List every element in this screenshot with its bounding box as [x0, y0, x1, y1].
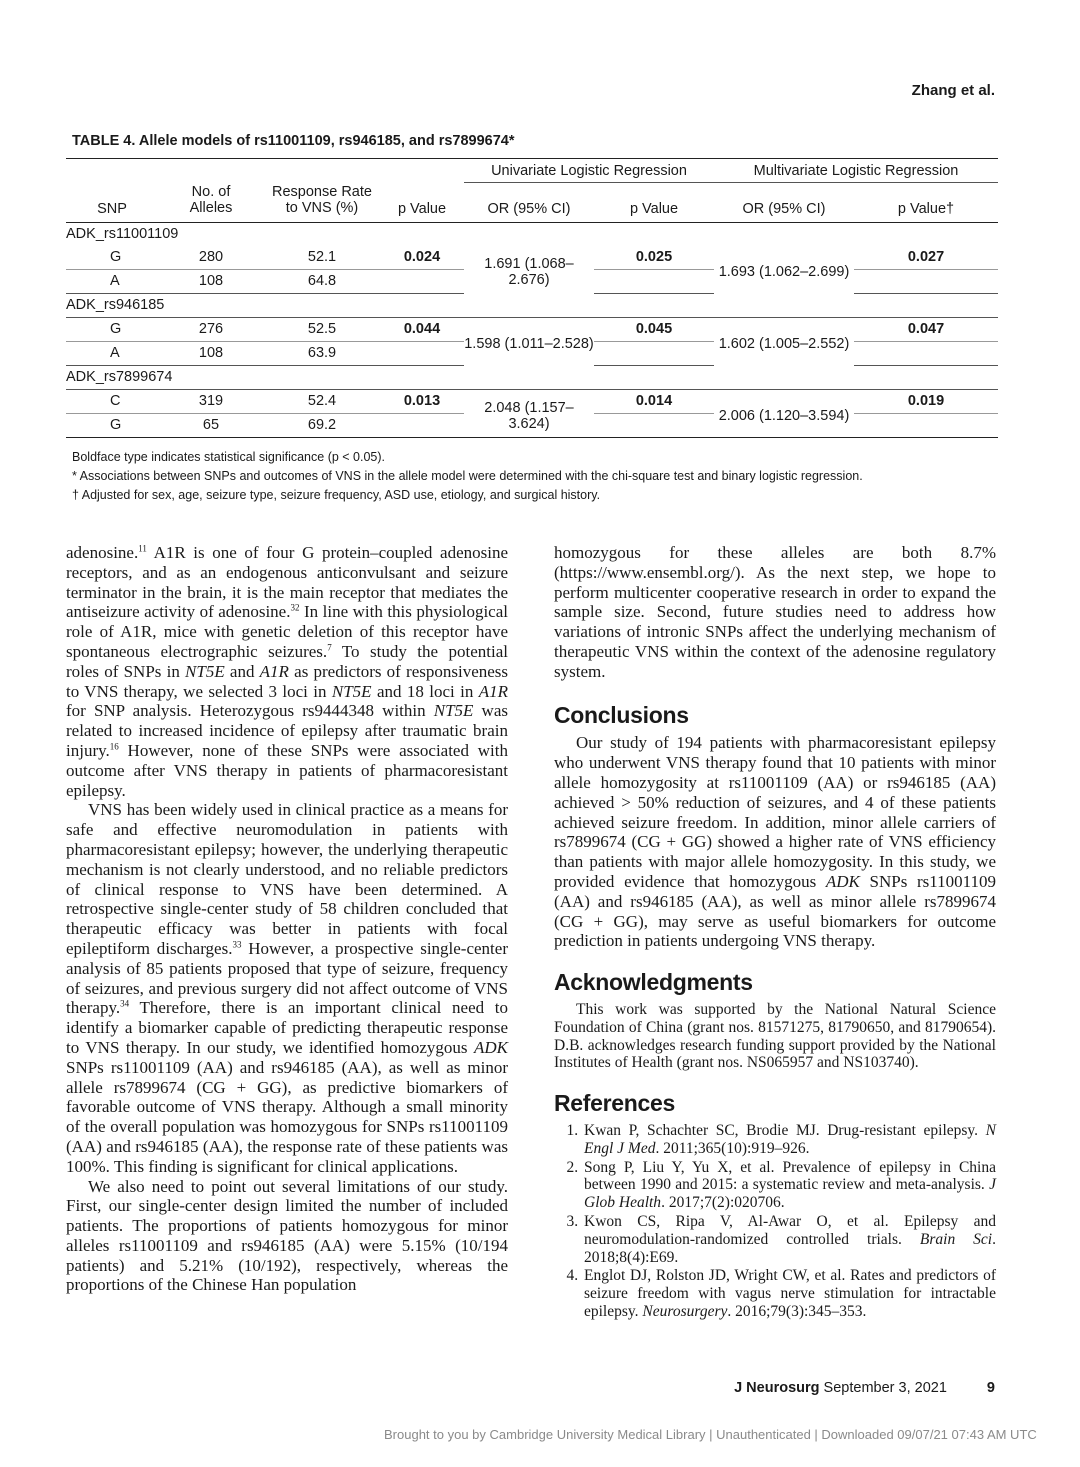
uni-p-header: p Value — [629, 200, 679, 217]
gene-label: ADK_rs11001109 — [66, 226, 179, 242]
no-alleles-header: No. of Alleles — [189, 183, 233, 216]
conclusions-heading: Conclusions — [554, 701, 689, 728]
response-rate-cell: 63.9 — [264, 341, 380, 365]
uni-or-cell: 1.598 (1.011–2.528) — [464, 336, 594, 353]
acknowledgments-heading: Acknowledgments — [554, 969, 753, 996]
alleles-count-cell: 276 — [158, 317, 264, 341]
body-paragraph: We also need to point out several limitations of our study. First, our single-center design limited the number of included patients. The proportions of patients homozygous for minor alleles rs11001109 and rs946185 (AA) were 5.15% (10/194 patients) and 5.21% (10/192), respectively, whereas the proportions of the Chinese Han population — [66, 1176, 508, 1295]
reference-item: 1. Kwan P, Schachter SC, Brodie MJ. Drug-resistant epilepsy. N Engl J Med. 2011;365(10):919–926. — [582, 1122, 996, 1158]
uni-p-cell: 0.025 — [594, 246, 714, 270]
gene-label: ADK_rs7899674 — [66, 365, 998, 389]
table-row — [66, 246, 998, 270]
uni-or-header: OR (95% CI) — [487, 200, 571, 217]
acknowledgments-paragraph: This work was supported by the National Natural Science Foundation of China (grant nos. 81571275, 81790650, and 81790654). D.B. acknowledges research funding support provided by the National Institutes of Health (grant nos. NS065957 and NS103740). — [554, 1000, 996, 1072]
reference-item: 2. Song P, Liu Y, Yu X, et al. Prevalence of epilepsy in China between 1990 and 2015: a systematic review and meta-analysis. J Glob Health. 2017;7(2):020706. — [582, 1159, 996, 1212]
page-number: 9 — [986, 1380, 995, 1396]
running-head: Zhang et al. — [911, 82, 995, 99]
univariate-header: Univariate Logistic Regression — [464, 159, 714, 183]
alleles-count-cell: 65 — [202, 417, 220, 433]
table-title: TABLE 4. Allele models of rs11001109, rs946185, and rs7899674* — [72, 133, 515, 149]
allele-models-table — [66, 158, 998, 438]
p-value-header: p Value — [397, 200, 447, 217]
allele-cell: A — [66, 269, 158, 293]
alleles-count-cell: 319 — [158, 389, 264, 413]
alleles-count-cell: 280 — [158, 246, 264, 270]
table-row — [66, 389, 998, 413]
response-rate-cell: 69.2 — [307, 417, 337, 433]
table-note: Boldface type indicates statistical significance (p < 0.05). — [72, 449, 386, 464]
right-column — [554, 543, 996, 1322]
body-paragraph: homozygous for these alleles are both 8.7% (https://www.ensembl.org/). As the next step, we hope to perform multicenter cooperative research in order to expand the sample size. Second, future studies need to address how variations of intronic SNPs affect the underlying mechanism of therapeutic VNS within the context of the adenosine regulatory system. — [554, 543, 996, 681]
table-note: * Associations between SNPs and outcomes of VNS in the allele model were determined with the chi-square test and binary logistic regression. — [72, 468, 863, 483]
multi-or-cell: 1.602 (1.005–2.552) — [718, 336, 850, 353]
conclusions-paragraph: Our study of 194 patients with pharmacoresistant epilepsy who underwent VNS therapy found that 10 patients with minor allele homozygosity at rs11001109 (AA) or rs946185 (AA) achieved > 50% reduction of seizures, and 4 of these patients achieved seizure freedom. In addition, minor allele carriers of rs7899674 (CG + GG) showed a higher rate of VNS efficiency than patients with major allele homozygosity. In this study, we provided evidence that homozygous ADK SNPs rs11001109 (AA) and rs946185 (AA), as well as minor allele rs7899674 (CG + GG), may serve as useful biomarkers for outcome prediction in patients undergoing VNS therapy. — [554, 733, 996, 951]
table-4 — [66, 133, 998, 505]
body-paragraph: adenosine.$^{11}$ A1R is one of four G protein–coupled adenosine receptors, and as an endogenous anticonvulsant and seizure terminator in the brain, it is the main receptor that mediates the antiseizure activity of adenosine.$^{32}$ In line with this physiological role of A1R, mice with genetic deletion of this receptor have spontaneous electrographic seizures.$^7$ To study the potential roles of SNPs in NT5E and A1R as predictors of responsiveness to VNS therapy, we selected 3 loci in NT5E and 18 loci in A1R for SNP analysis. Heterozygous rs9444348 within NT5E was related to increased incidence of epilepsy after traumatic brain injury.$^{16}$ However, none of these SNPs were associated with outcome after VNS therapy in patients of pharmacoresistant epilepsy. — [66, 543, 509, 800]
uni-p-cell: 0.014 — [594, 389, 714, 413]
allele-cell: G — [66, 246, 158, 270]
multi-p-cell: 0.019 — [854, 389, 998, 413]
allele-cell: C — [66, 389, 158, 413]
allele-cell: G — [110, 417, 122, 433]
alleles-count-cell: 108 — [158, 341, 264, 365]
response-rate-cell: 52.5 — [264, 317, 380, 341]
page-footer — [734, 1380, 995, 1396]
table-row — [66, 317, 998, 341]
alleles-count-cell: 108 — [158, 269, 264, 293]
p-value-cell: 0.024 — [380, 246, 464, 270]
references-list — [554, 1122, 996, 1321]
table-footnotes — [72, 448, 998, 505]
reference-item: 4. Englot DJ, Rolston JD, Wright CW, et al. Rates and predictors of seizure freedom with vagus nerve stimulation for intractable epilepsy. Neurosurgery. 2016;79(3):345–353. — [582, 1267, 996, 1320]
multi-p-cell: 0.027 — [854, 246, 998, 270]
uni-p-cell: 0.045 — [594, 317, 714, 341]
reference-item: 3. Kwon CS, Ripa V, Al-Awar O, et al. Epilepsy and neuromodulation-randomized controlled trials. Brain Sci. 2018;8(4):E69. — [582, 1213, 996, 1266]
multi-or-cell: 2.006 (1.120–3.594) — [714, 389, 854, 437]
p-value-cell: 0.044 — [380, 317, 464, 341]
references-heading: References — [554, 1090, 676, 1117]
response-rate-header: Response Rate to VNS (%) — [272, 183, 372, 216]
response-rate-cell: 52.1 — [264, 246, 380, 270]
uni-or-cell: 2.048 (1.157–3.624) — [464, 389, 594, 437]
response-rate-cell: 52.4 — [264, 389, 380, 413]
gene-label: ADK_rs946185 — [66, 293, 998, 317]
multi-or-cell: 1.693 (1.062–2.699) — [718, 264, 850, 281]
multi-p-cell: 0.047 — [854, 317, 998, 341]
multi-or-header: OR (95% CI) — [742, 200, 826, 217]
allele-cell: A — [66, 341, 158, 365]
body-paragraph: VNS has been widely used in clinical practice as a means for safe and effective neuromodulation in patients with pharmacoresistant epilepsy; however, the underlying therapeutic mechanism is not clearly understood, and no reliable predictors of clinical response to VNS have been determined. A retrospective single-center study of 58 children concluded that therapeutic efficacy was better in patients with focal epileptiform discharges.$^{33}$ However, a prospective single-center analysis of 85 patients proposed that type of seizure, frequency of seizures, and previous surgery did not affect outcome of VNS therapy.$^{34}$ Therefore, there is an important clinical need to identify a biomarker capable of predicting therapeutic response to VNS therapy. In our study, we identified homozygous ADK SNPs rs11001109 (AA) and rs946185 (AA), as well as minor allele rs7899674 (CG + GG), as predictive biomarkers of favorable outcome of VNS therapy. Although a small minority of the overall population was homozygous for SNPs rs11001109 (AA) and rs946185 (AA), the response rate of these patients was 100%. This finding is significant for clinical applications. — [66, 800, 508, 1176]
left-column — [66, 543, 508, 1295]
table-note: † Adjusted for sex, age, seizure type, seizure frequency, ASD use, etiology, and surgical history. — [72, 487, 601, 502]
multivariate-header: Multivariate Logistic Regression — [714, 159, 998, 183]
download-watermark: Brought to you by Cambridge University Medical Library | Unauthenticated | Downloaded 09/07/21 07:43 AM UTC — [384, 1427, 1037, 1442]
journal-name: J Neurosurg — [734, 1380, 820, 1396]
allele-cell: G — [66, 317, 158, 341]
p-value-cell: 0.013 — [380, 389, 464, 413]
snp-header: SNP — [97, 200, 127, 217]
response-rate-cell: 64.8 — [264, 269, 380, 293]
multi-p-header: p Value† — [897, 200, 955, 217]
uni-or-cell: 1.691 (1.068–2.676) — [484, 256, 574, 289]
issue-date: September 3, 2021 — [823, 1380, 947, 1396]
